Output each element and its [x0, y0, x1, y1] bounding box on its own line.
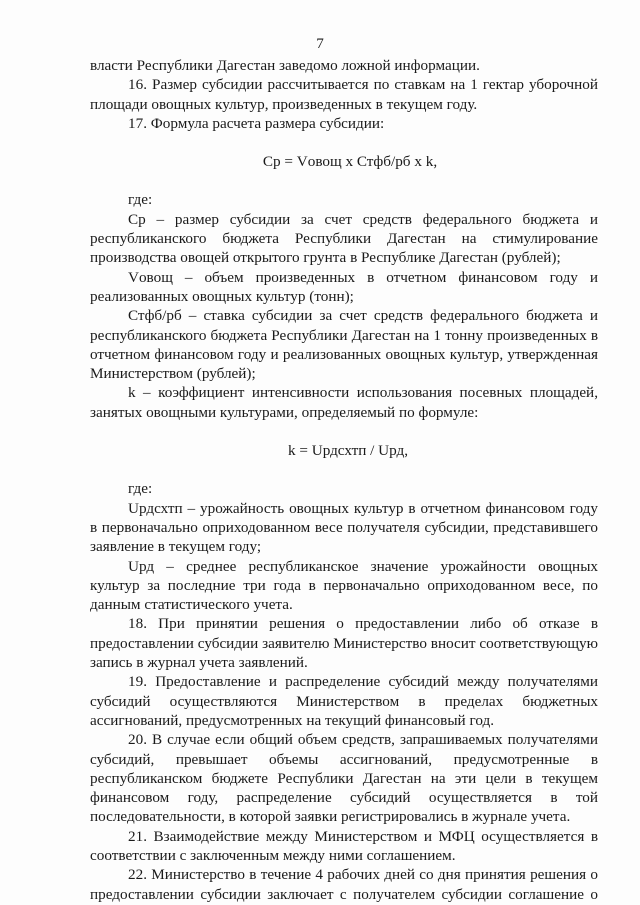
paragraph-continuation: власти Республики Дагестан заведомо ложной информации. — [90, 57, 480, 74]
where-label: где: — [128, 191, 153, 209]
paragraph-17: 17. Формула расчета размера субсидии: — [128, 114, 385, 132]
definition-stfb: Стфб/рб – ставка субсидии за счет средств федерального бюджета и республиканского бюджета Республики Дагестан на 1 тонну произведенных в отчетном финансовом году и реализованных овощных культур, утвержденная Министерством (рублей); — [90, 307, 598, 383]
paragraph-18: 18. При принятии решения о предоставлении либо об отказе в предоставлении субсидии заявителю Министерство вносит соответствующую запись в журнал учета заявлений. — [90, 615, 598, 672]
paragraph-21: 21. Взаимодействие между Министерством и МФЦ осуществляется в соответствии с заключенным между ними соглашением. — [90, 827, 598, 864]
definition-cp: Ср – размер субсидии за счет средств федерального бюджета и республиканского бюджета Республики Дагестан на стимулирование производства овощей открытого грунта в Республике Дагестан (рублей); — [90, 210, 598, 267]
definition-urdsxtp: Uрдсхтп – урожайность овощных культур в отчетном финансовом году в первоначально оприходованном весе получателя субсидии, представившего заявление в текущем году; — [90, 499, 598, 556]
definition-vovoshch: Vовощ – объем произведенных в отчетном финансовом году и реализованных овощных культур (тонн); — [90, 268, 598, 305]
coefficient-formula: k = Uрдсхтп / Uрд, — [287, 442, 409, 460]
document-body — [90, 56, 598, 904]
definition-urd: Uрд – среднее республиканское значение урожайности овощных культур за последние три года в первоначально оприходованном весе, по данным статистического учета. — [90, 557, 598, 614]
paragraph-20: 20. В случае если общий объем средств, запрашиваемых получателями субсидий, превышает объемы ассигнований, предусмотренные в республиканском бюджете Республики Дагестан на эти цели в текущем финансовом году, распределение субсидий осуществляется в той последовательности, в которой заявки регистрировались в журнале учета. — [90, 731, 598, 826]
paragraph-16: 16. Размер субсидии рассчитывается по ставкам на 1 гектар уборочной площади овощных культур, произведенных в текущем году. — [90, 76, 598, 113]
paragraph-22: 22. Министерство в течение 4 рабочих дней со дня принятия решения о предоставлении субсидии заключает с получателем субсидии соглашение о — [90, 866, 598, 903]
page-number: 7 — [316, 35, 324, 52]
paragraph-19: 19. Предоставление и распределение субсидий между получателями субсидий осуществляются Министерством в пределах бюджетных ассигнований, предусмотренных на текущий финансовый год. — [90, 673, 598, 729]
where-label-2: где: — [128, 480, 153, 498]
definition-k: k – коэффициент интенсивности использования посевных площадей, занятых овощными культурами, определяемый по формуле: — [90, 384, 598, 421]
subsidy-formula: Ср = Vовощ х Стфб/рб х k, — [262, 153, 438, 171]
